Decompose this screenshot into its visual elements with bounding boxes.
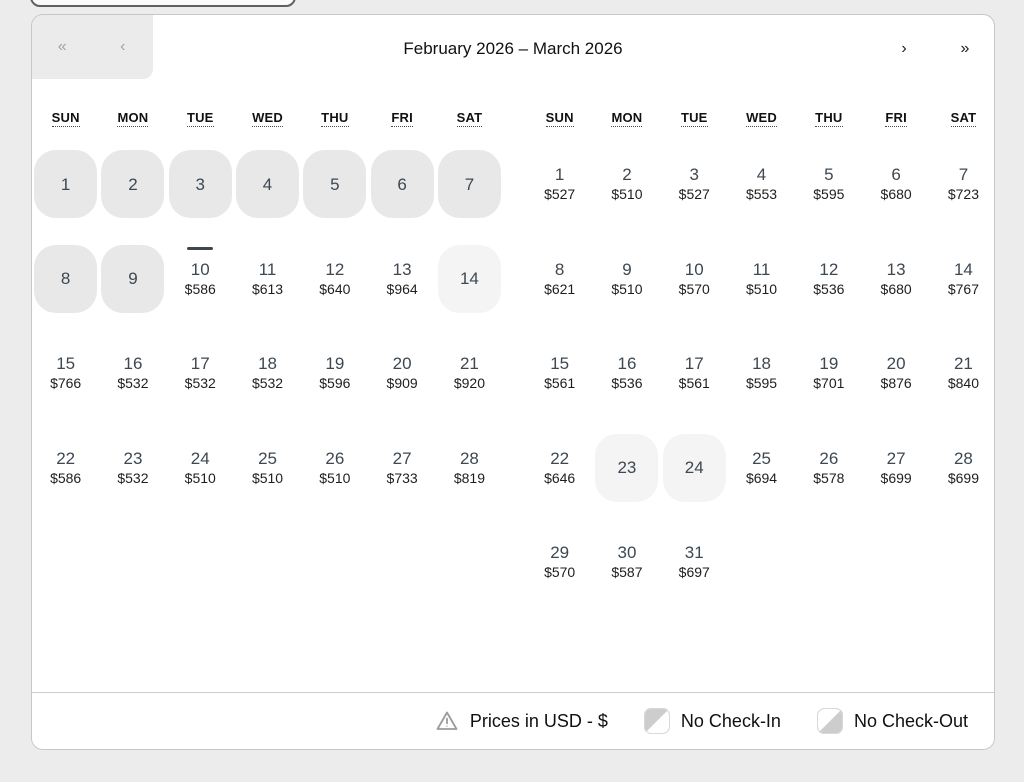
day-price: $694 (745, 469, 778, 486)
day-price: $527 (678, 186, 710, 203)
day-number: 8 (554, 259, 565, 279)
blocked-day-background (34, 245, 97, 313)
weekday-header: SUN (545, 110, 574, 125)
day-cell[interactable] (728, 137, 795, 232)
day-number: 27 (886, 448, 906, 468)
day-price: $570 (678, 280, 710, 297)
blocked-day-background (438, 150, 501, 218)
day-number: 10 (684, 259, 704, 279)
legend-prices-label: Prices in USD - $ (469, 710, 608, 731)
day-cell[interactable] (368, 232, 435, 327)
day-cell (99, 137, 166, 232)
day-cell[interactable] (301, 326, 368, 421)
legend-no-check-in-label: No Check-In (680, 710, 781, 731)
day-cell (301, 137, 368, 232)
weekday-header-row (526, 109, 995, 137)
day-cell (593, 421, 660, 516)
day-number: 14 (953, 259, 973, 279)
blocked-day-background (236, 150, 299, 218)
blocked-day-background (303, 150, 366, 218)
day-cell[interactable] (526, 326, 593, 421)
day-cell[interactable] (862, 421, 929, 516)
warning-icon (435, 709, 459, 733)
day-number: 11 (752, 259, 771, 279)
legend-no-check-out-label: No Check-Out (853, 710, 968, 731)
blocked-day-background (169, 150, 232, 218)
day-number: 5 (330, 174, 340, 194)
day-cell (368, 137, 435, 232)
day-cell[interactable] (728, 232, 795, 327)
blocked-day-background (101, 150, 164, 218)
truncated-control-above[interactable] (30, 0, 296, 7)
day-cell[interactable] (99, 326, 166, 421)
legend-no-check-out (817, 708, 968, 734)
day-grid (526, 137, 995, 610)
price-calendar-card (31, 14, 995, 750)
day-number: 9 (128, 269, 138, 289)
day-cell[interactable] (862, 232, 929, 327)
day-price: $532 (184, 375, 216, 392)
day-number: 18 (258, 354, 277, 374)
day-cell[interactable] (795, 232, 862, 327)
day-cell (436, 137, 503, 232)
day-price: $646 (544, 469, 576, 486)
day-cell[interactable] (368, 326, 435, 421)
day-number: 20 (392, 354, 412, 374)
day-cell[interactable] (167, 232, 234, 327)
day-number: 4 (756, 165, 767, 185)
day-cell[interactable] (930, 326, 995, 421)
day-price: $840 (947, 375, 979, 392)
day-number: 1 (60, 174, 71, 194)
day-price: $510 (611, 186, 643, 203)
day-cell[interactable] (795, 137, 862, 232)
day-cell[interactable] (234, 232, 301, 327)
day-number: 6 (397, 174, 407, 194)
weekday-header: TUE (186, 110, 214, 125)
day-price: $510 (251, 469, 284, 486)
weekday-header: MON (611, 110, 643, 125)
day-number: 26 (819, 448, 839, 468)
day-number: 25 (752, 448, 771, 468)
day-number: 13 (392, 259, 412, 279)
blocked-day-background (438, 245, 501, 313)
day-cell[interactable] (301, 421, 368, 516)
no-check-in-icon (644, 708, 670, 734)
day-price: $767 (947, 280, 979, 297)
day-cell[interactable] (593, 232, 660, 327)
day-price: $920 (453, 375, 485, 392)
day-price: $532 (117, 469, 149, 486)
weekday-header: WED (746, 110, 777, 125)
day-cell[interactable] (661, 232, 728, 327)
day-number: 3 (689, 165, 699, 185)
day-number: 7 (464, 174, 475, 194)
day-price: $766 (50, 375, 82, 392)
weekday-header: THU (815, 110, 843, 125)
day-cell[interactable] (436, 326, 503, 421)
day-number: 25 (258, 448, 277, 468)
day-cell (167, 137, 234, 232)
day-number: 21 (953, 354, 973, 374)
weekday-header: SAT (456, 110, 483, 125)
day-cell[interactable] (436, 421, 503, 516)
day-number: 11 (258, 259, 277, 279)
day-number: 19 (325, 354, 345, 374)
next-fast-button[interactable]: » (950, 35, 980, 63)
day-number: 9 (622, 259, 632, 279)
day-cell[interactable] (301, 232, 368, 327)
day-number: 28 (459, 448, 479, 468)
day-cell[interactable] (593, 326, 660, 421)
day-price: $697 (678, 564, 710, 581)
day-price: $723 (947, 186, 979, 203)
day-price: $586 (184, 280, 216, 297)
day-number: 16 (617, 354, 637, 374)
day-cell[interactable] (728, 326, 795, 421)
day-price: $510 (319, 469, 351, 486)
day-price: $595 (745, 375, 778, 392)
day-number: 27 (392, 448, 412, 468)
day-cell[interactable] (32, 421, 99, 516)
day-cell[interactable] (728, 421, 795, 516)
month-grid-march (526, 109, 995, 610)
prev-fast-button[interactable]: « (32, 15, 93, 79)
day-number: 17 (190, 354, 210, 374)
day-number: 24 (684, 458, 704, 478)
day-cell (99, 232, 166, 327)
day-number: 5 (824, 165, 834, 185)
day-number: 2 (622, 165, 632, 185)
day-number: 17 (684, 354, 704, 374)
weekday-header: SUN (51, 110, 80, 125)
legend-no-check-in (644, 708, 781, 734)
day-number: 7 (958, 165, 969, 185)
day-price: $553 (745, 186, 778, 203)
calendar-title: February 2026 – March 2026 (403, 39, 623, 58)
day-price: $680 (880, 280, 912, 297)
day-cell[interactable] (234, 326, 301, 421)
day-number: 19 (819, 354, 839, 374)
day-number: 4 (262, 174, 273, 194)
day-price: $909 (386, 375, 418, 392)
day-price: $527 (544, 186, 576, 203)
day-price: $699 (880, 469, 912, 486)
day-number: 3 (195, 174, 205, 194)
day-cell[interactable] (930, 137, 995, 232)
day-cell[interactable] (593, 515, 660, 610)
day-number: 13 (886, 259, 906, 279)
day-cell[interactable] (526, 515, 593, 610)
day-cell[interactable] (795, 326, 862, 421)
blocked-day-background (595, 434, 658, 502)
day-number: 14 (459, 269, 479, 289)
day-price: $733 (386, 469, 418, 486)
day-number: 15 (550, 354, 570, 374)
day-number: 22 (56, 448, 76, 468)
day-cell[interactable] (661, 137, 728, 232)
day-price: $561 (544, 375, 576, 392)
day-number: 18 (752, 354, 771, 374)
day-number: 31 (684, 543, 704, 563)
day-number: 12 (325, 259, 345, 279)
day-price: $640 (319, 280, 351, 297)
day-number: 16 (123, 354, 143, 374)
day-price: $510 (745, 280, 778, 297)
day-price: $532 (117, 375, 149, 392)
day-price: $578 (813, 469, 845, 486)
weekday-header: SAT (950, 110, 977, 125)
prev-button[interactable]: ‹ (93, 15, 154, 79)
blocked-day-background (663, 434, 726, 502)
day-cell (234, 137, 301, 232)
day-cell[interactable] (32, 326, 99, 421)
day-number: 2 (128, 174, 138, 194)
day-cell[interactable] (167, 421, 234, 516)
no-check-out-icon (817, 708, 843, 734)
day-number: 30 (617, 543, 637, 563)
day-cell[interactable] (930, 421, 995, 516)
weekday-header-row (32, 109, 504, 137)
day-price: $701 (813, 375, 845, 392)
day-cell[interactable] (234, 421, 301, 516)
day-number: 22 (550, 448, 570, 468)
day-cell[interactable] (795, 421, 862, 516)
day-price: $680 (880, 186, 912, 203)
day-number: 10 (190, 259, 210, 279)
day-price: $510 (184, 469, 216, 486)
day-price: $561 (678, 375, 710, 392)
day-number: 21 (459, 354, 479, 374)
day-cell (436, 232, 503, 327)
day-price: $876 (880, 375, 912, 392)
day-price: $964 (386, 280, 418, 297)
day-cell[interactable] (862, 326, 929, 421)
day-cell (661, 421, 728, 516)
day-cell[interactable] (930, 232, 995, 327)
day-cell[interactable] (526, 137, 593, 232)
day-cell[interactable] (368, 421, 435, 516)
day-cell[interactable] (661, 515, 728, 610)
day-price: $536 (813, 280, 845, 297)
weekday-header: WED (252, 110, 283, 125)
day-price: $510 (611, 280, 643, 297)
day-number: 23 (123, 448, 143, 468)
day-number: 24 (190, 448, 210, 468)
day-number: 28 (953, 448, 973, 468)
day-price: $613 (251, 280, 284, 297)
weekday-header: TUE (680, 110, 708, 125)
day-number: 8 (60, 269, 71, 289)
day-price: $596 (319, 375, 351, 392)
day-number: 23 (617, 458, 637, 478)
day-number: 20 (886, 354, 906, 374)
weekday-header: THU (321, 110, 349, 125)
day-cell[interactable] (661, 326, 728, 421)
day-cell (32, 232, 99, 327)
weekday-header: FRI (885, 110, 907, 125)
day-number: 12 (819, 259, 839, 279)
blocked-day-background (371, 150, 434, 218)
blocked-day-background (101, 245, 164, 313)
next-button[interactable]: › (889, 35, 919, 63)
day-cell[interactable] (526, 232, 593, 327)
day-cell (32, 137, 99, 232)
weekday-header: MON (117, 110, 149, 125)
day-number: 6 (891, 165, 901, 185)
legend-prices (435, 709, 608, 733)
day-cell[interactable] (593, 137, 660, 232)
blocked-day-background (34, 150, 97, 218)
day-cell[interactable] (99, 421, 166, 516)
day-price: $586 (50, 469, 82, 486)
month-grid-february (32, 109, 504, 515)
day-number: 29 (550, 543, 570, 563)
day-cell[interactable] (862, 137, 929, 232)
day-price: $595 (813, 186, 845, 203)
day-number: 1 (554, 165, 565, 185)
day-price: $532 (251, 375, 284, 392)
day-cell[interactable] (526, 421, 593, 516)
day-price: $587 (611, 564, 643, 581)
day-cell[interactable] (167, 326, 234, 421)
day-number: 26 (325, 448, 345, 468)
legend-bar (32, 692, 994, 749)
day-price: $819 (453, 469, 485, 486)
day-price: $570 (544, 564, 576, 581)
weekday-header: FRI (391, 110, 413, 125)
day-price: $699 (947, 469, 979, 486)
day-price: $536 (611, 375, 643, 392)
day-price: $621 (544, 280, 576, 297)
day-number: 15 (56, 354, 76, 374)
selected-day-marker (187, 247, 213, 251)
day-grid (32, 137, 504, 515)
